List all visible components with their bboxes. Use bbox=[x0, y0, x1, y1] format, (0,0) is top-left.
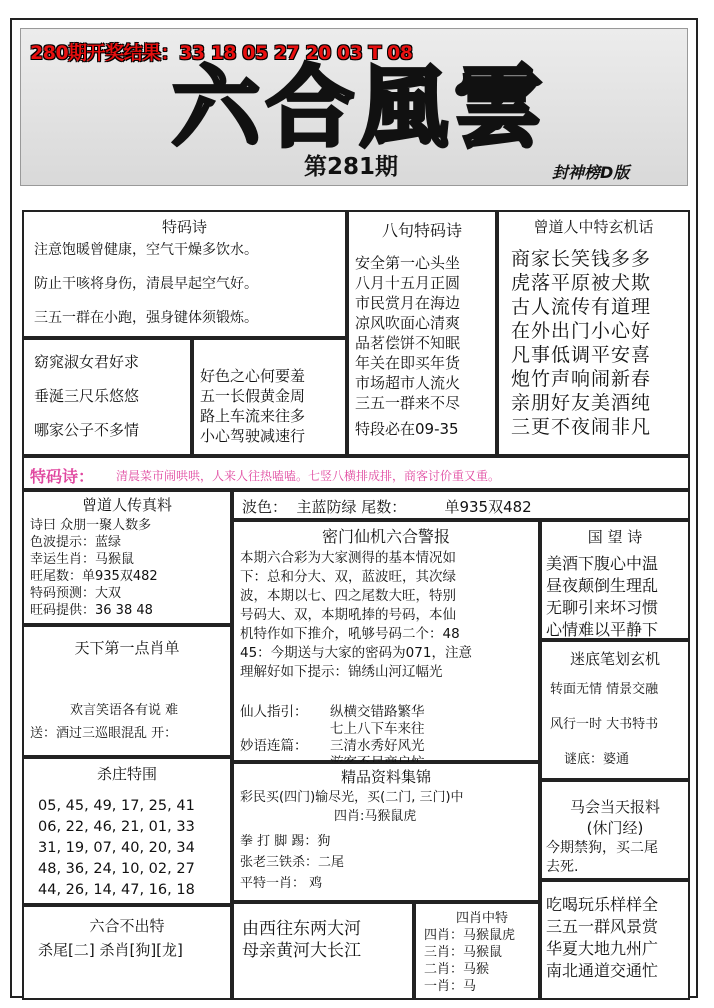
xuanji-line: 古人流传有道理 bbox=[511, 296, 652, 318]
page-frame bbox=[10, 18, 698, 998]
miaoyu-label: 妙语连篇： bbox=[240, 738, 308, 754]
jingpin-title: 精品资料集锦 bbox=[340, 768, 431, 786]
poem-a-line: 哪家公子不多情 bbox=[34, 421, 140, 439]
guowang-box bbox=[540, 520, 690, 640]
mahui-box bbox=[540, 780, 690, 880]
warning-line: 45：今期送与大家的密码为071，注意 bbox=[240, 645, 472, 661]
zhenji-row: 旺尾数：单935双482 bbox=[30, 569, 158, 584]
jingpin-item: 平特一肖： 鸡 bbox=[240, 876, 323, 891]
mahui-line: 今期禁狗，买二尾 bbox=[546, 840, 658, 856]
draw-result: 280期开奖结果：33 18 05 27 20 03 T 08 bbox=[30, 42, 413, 64]
poem-end-line: 华夏大地九州广 bbox=[546, 939, 659, 958]
tema-poem-box bbox=[22, 210, 347, 338]
tema-poem-title: 特码诗 bbox=[161, 218, 207, 236]
eight-poem-line: 市民赏月在海边 bbox=[355, 294, 461, 312]
bose-bar bbox=[232, 490, 690, 520]
warning-line: 号码大、双，本期吼捧的号码，本仙 bbox=[240, 607, 456, 623]
warning-line: 下：总和分大、双，蓝波旺，其次绿 bbox=[240, 569, 456, 585]
tema-poem-line: 注意饱暖曾健康，空气干燥多饮水。 bbox=[34, 242, 258, 258]
poem-end-line: 吃喝玩乐样样全 bbox=[546, 895, 659, 914]
sixiao-line: 四肖：马猴鼠虎 bbox=[424, 928, 516, 943]
sixiao-line: 三肖：马猴鼠 bbox=[424, 945, 503, 960]
warning-line: 理解好如下提示：锦绣山河辽幅光 bbox=[240, 664, 443, 680]
xuanji-line: 三更不夜闹非凡 bbox=[511, 416, 652, 438]
shazhu-row: 48, 36, 24, 10, 02, 27 bbox=[38, 861, 195, 877]
poem-b-line: 好色之心何要羞 bbox=[200, 367, 306, 385]
logo-text: 六合風雲 bbox=[172, 55, 549, 159]
mimi-line: 转面无情 情景交融 bbox=[550, 682, 659, 697]
zhenji-row: 旺码提供：36 38 48 bbox=[30, 603, 153, 618]
hexi-line: 母亲黄河大长江 bbox=[242, 941, 361, 961]
edition-label: 封神榜D版 bbox=[552, 163, 630, 182]
mahui-line: 去死. bbox=[546, 859, 579, 875]
sixiao-line: 二肖：马猴 bbox=[424, 962, 490, 977]
warning-line: 波，本期以七、四之尾数大旺，特别 bbox=[240, 588, 456, 604]
jingpin-item: 张老三铁杀：二尾 bbox=[240, 855, 345, 870]
sixiao-line: 一肖：马 bbox=[424, 979, 477, 994]
warning-title: 密门仙机六合警报 bbox=[321, 527, 450, 546]
issue-number: 第281期 bbox=[304, 154, 399, 180]
xianren-line: 七上八下车来往 bbox=[330, 721, 425, 737]
guowang-line: 昼夜颠倒生理乱 bbox=[546, 576, 659, 595]
guowang-title: 国 望 诗 bbox=[587, 528, 643, 546]
tema-bar-text: 清晨菜市闹哄哄，人来人往热嗑嗑。七竖八横排成排，商客讨价重又重。 bbox=[116, 469, 501, 483]
zhenji-box bbox=[22, 490, 232, 625]
shazhu-box bbox=[22, 757, 232, 905]
mimi-title: 迷底笔划玄机 bbox=[569, 650, 660, 668]
eight-poem-box bbox=[347, 210, 497, 456]
hexi-line: 由西往东两大河 bbox=[242, 919, 361, 939]
poem-b-box bbox=[192, 338, 347, 456]
jingpin-item: 拳 打 脚 踢：狗 bbox=[240, 834, 331, 849]
xuanji-line: 炮竹声响闹新春 bbox=[511, 368, 652, 390]
xianren-label: 仙人指引： bbox=[240, 704, 308, 720]
guowang-line: 无聊引来坏习惯 bbox=[546, 598, 659, 617]
warning-box bbox=[232, 520, 540, 762]
poem-a-line: 窈窕淑女君好求 bbox=[34, 353, 140, 371]
shazhu-row: 06, 22, 46, 21, 01, 33 bbox=[38, 819, 195, 835]
poem-end-box bbox=[540, 880, 690, 1000]
poem-end-line: 南北通道交通忙 bbox=[546, 961, 659, 980]
mahui-sub: (休门经) bbox=[586, 819, 644, 837]
xuanji-line: 虎落平原被犬欺 bbox=[511, 272, 652, 294]
jingpin-line: 彩民买(四门)输尽光，买(二门, 三门)中 bbox=[240, 790, 464, 805]
guowang-line: 心情难以平静下 bbox=[546, 620, 659, 639]
xuanji-title: 曾道人中特玄机话 bbox=[533, 218, 654, 236]
shazhu-row: 31, 19, 07, 40, 20, 34 bbox=[38, 840, 195, 856]
xianren-line: 纵横交错路繁华 bbox=[330, 704, 425, 720]
zhenji-row: 特码预测：大双 bbox=[30, 586, 122, 601]
eight-poem-line: 八月十五月正圆 bbox=[355, 274, 461, 292]
mahui-title: 马会当天报料 bbox=[569, 798, 660, 816]
buchu-title: 六合不出特 bbox=[89, 917, 165, 935]
eight-poem-line: 品茗偿饼不知眠 bbox=[355, 334, 461, 352]
shazhu-title: 杀庄特围 bbox=[96, 765, 157, 783]
shazhu-row: 05, 45, 49, 17, 25, 41 bbox=[38, 798, 195, 814]
zhenji-row: 幸运生肖：马猴鼠 bbox=[30, 552, 135, 567]
logo-title bbox=[162, 55, 682, 159]
warning-line: 机特作如下推介，吼够号码二个：48 bbox=[240, 626, 460, 642]
mimi-answer: 谜底：婆通 bbox=[564, 752, 630, 767]
eight-poem-special: 特段必在09-35 bbox=[355, 420, 459, 438]
mimi-box bbox=[540, 640, 690, 780]
poem-b-line: 路上车流来往多 bbox=[200, 407, 306, 425]
mimi-line: 风行一时 大书特书 bbox=[550, 717, 659, 732]
tianxia-line: 送：酒过三巡眼混乱 开： bbox=[30, 726, 178, 741]
eight-poem-line: 安全第一心头坐 bbox=[355, 254, 461, 272]
eight-poem-line: 凉风吹面心清爽 bbox=[355, 314, 461, 332]
tema-bar-label: 特码诗： bbox=[30, 467, 95, 486]
buchu-box bbox=[22, 905, 232, 1000]
tianxia-title: 天下第一点肖单 bbox=[74, 639, 180, 657]
eight-poem-line: 三五一群来不尽 bbox=[355, 394, 461, 412]
xuanji-line: 亲朋好友美酒纯 bbox=[511, 392, 652, 414]
bose-text: 波色： 主蓝防绿 尾数： 单935双482 bbox=[242, 498, 532, 516]
poem-a-box bbox=[22, 338, 192, 456]
xuanji-box bbox=[497, 210, 690, 456]
xuanji-line: 凡事低调平安喜 bbox=[511, 344, 652, 366]
zhenji-title: 曾道人传真料 bbox=[81, 496, 172, 514]
eight-poem-line: 市场超市人流火 bbox=[355, 374, 461, 392]
poem-b-line: 五一长假黄金周 bbox=[200, 387, 306, 405]
miaoyu-line: 三清水秀好风光 bbox=[330, 738, 425, 754]
sixiao-box bbox=[414, 902, 540, 1000]
hexi-box bbox=[232, 902, 414, 1000]
jingpin-line: 四肖:马猴鼠虎 bbox=[334, 809, 417, 824]
zhenji-row: 诗曰 众朋一聚人数多 bbox=[30, 518, 152, 533]
shazhu-row: 44, 26, 14, 47, 16, 18 bbox=[38, 882, 195, 898]
buchu-line: 杀尾[二] 杀肖[狗][龙] bbox=[38, 941, 183, 959]
tianxia-box bbox=[22, 625, 232, 757]
guowang-line: 美酒下腹心中温 bbox=[546, 554, 659, 573]
tianxia-line: 欢言笑语各有说 难 bbox=[70, 703, 179, 718]
tema-poem-line: 防止干咳将身伤，清晨早起空气好。 bbox=[34, 276, 258, 292]
poem-b-line: 小心驾驶减速行 bbox=[200, 427, 306, 445]
xuanji-line: 在外出门小心好 bbox=[511, 320, 652, 342]
tema-poem-line: 三五一群在小跑，强身键体须锻炼。 bbox=[34, 310, 258, 326]
warning-line: 本期六合彩为大家测得的基本情况如 bbox=[240, 550, 456, 566]
xuanji-line: 商家长笑钱多多 bbox=[511, 248, 652, 270]
sixiao-title: 四肖中特 bbox=[456, 911, 509, 926]
tema-bar bbox=[22, 456, 690, 490]
eight-poem-title: 八句特码诗 bbox=[381, 221, 462, 240]
poem-end-line: 三五一群风景赏 bbox=[546, 917, 659, 936]
eight-poem-line: 年关在即买年货 bbox=[355, 354, 461, 372]
jingpin-box bbox=[232, 762, 540, 902]
zhenji-row: 色波提示：蓝绿 bbox=[30, 535, 122, 550]
poem-a-line: 垂涎三尺乐悠悠 bbox=[34, 387, 140, 405]
